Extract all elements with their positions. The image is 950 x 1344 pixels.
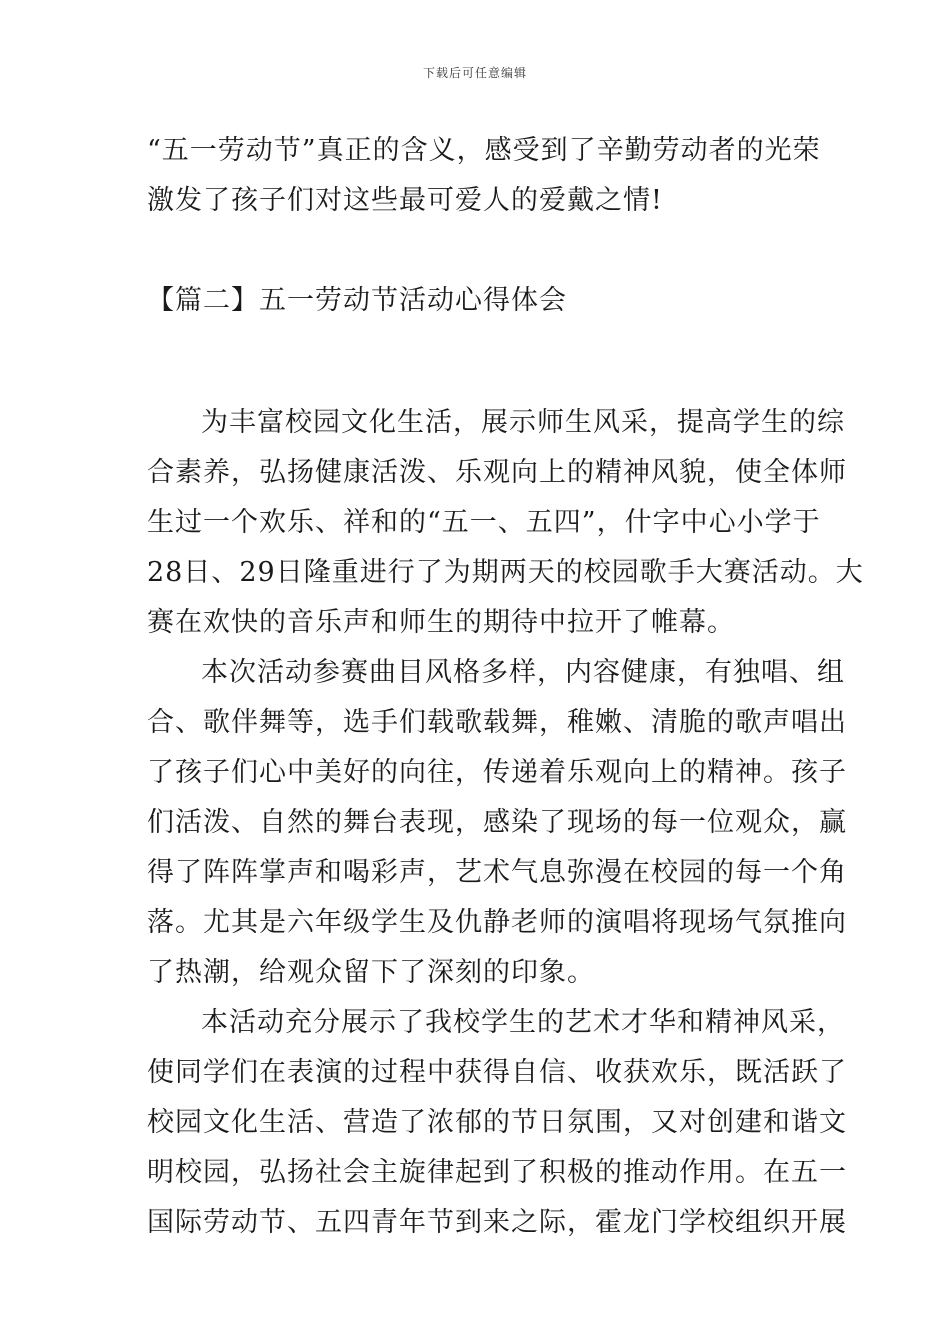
paragraph-line: 明校园，弘扬社会主旋律起到了积极的推动作用。在五一: [147, 1157, 847, 1188]
blank-line: [147, 326, 807, 398]
blank-line: [147, 226, 807, 276]
paragraph-line: 得了阵阵掌声和喝彩声，艺术气息弥漫在校园的每一个角: [147, 857, 847, 888]
paragraph-line: 校园文化生活、营造了浓郁的节日氛围，又对创建和谐文: [147, 1107, 847, 1138]
paragraph-line: 28日、29日隆重进行了为期两天的校园歌手大赛活动。大: [147, 557, 864, 588]
paragraph-line: “五一劳动节”真正的含义，感受到了辛勤劳动者的光荣: [147, 135, 821, 166]
paragraph-line: 使同学们在表演的过程中获得自信、收获欢乐，既活跃了: [147, 1057, 847, 1088]
paragraph-line: 国际劳动节、五四青年节到来之际，霍龙门学校组织开展: [147, 1207, 847, 1238]
paragraph-line: 合、歌伴舞等，选手们载歌载舞，稚嫩、清脆的歌声唱出: [147, 707, 847, 738]
paragraph-line: 们活泼、自然的舞台表现，感染了现场的每一位观众，赢: [147, 807, 847, 838]
page-header: 下载后可任意编辑: [422, 66, 527, 80]
paragraph-line: 生过一个欢乐、祥和的“五一、五四”，什字中心小学于: [147, 507, 821, 538]
paragraph-line: 了热潮，给观众留下了深刻的印象。: [147, 957, 595, 988]
paragraph-line: 落。尤其是六年级学生及仇静老师的演唱将现场气氛推向: [147, 907, 847, 938]
paragraph-line: 激发了孩子们对这些最可爱人的爱戴之情!: [147, 185, 663, 216]
paragraph-line: 本次活动参赛曲目风格多样，内容健康，有独唱、组: [201, 657, 845, 688]
paragraph-line: 合素养，弘扬健康活泼、乐观向上的精神风貌，使全体师: [147, 457, 847, 488]
paragraph-line: 为丰富校园文化生活，展示师生风采，提高学生的综: [201, 407, 845, 438]
paragraph-line: 赛在欢快的音乐声和师生的期待中拉开了帷幕。: [147, 607, 735, 638]
paragraph-line: 了孩子们心中美好的向往，传递着乐观向上的精神。孩子: [147, 757, 847, 788]
document-body: [147, 126, 864, 1248]
section-heading: 【篇二】五一劳动节活动心得体会: [147, 285, 567, 316]
paragraph-line: 本活动充分展示了我校学生的艺术才华和精神风采，: [201, 1007, 845, 1038]
